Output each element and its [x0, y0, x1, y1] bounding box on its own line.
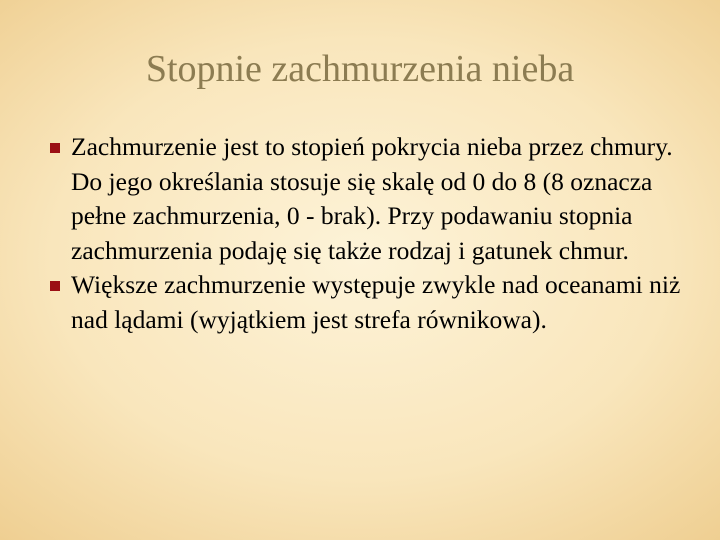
bullet-item: [46, 130, 686, 268]
bullet-lead: Zachmurzenie: [71, 132, 217, 161]
slide-title: Stopnie zachmurzenia nieba: [145, 48, 575, 90]
bullet-text: jest to stopień pokrycia nieba przez chmury. Do jego określania stosuje się skalę od 0 do 8 (8 oznacza pełne zachmurzenia, 0 - brak). Przy podawaniu stopnia zachmurzenia podaję się także rodzaj i gatunek chmur.: [71, 132, 673, 265]
bullet-item: [46, 268, 686, 337]
bullet-text: Większe zachmurzenie występuje zwykle nad oceanami niż nad lądami (wyjątkiem jest strefa równikowa).: [71, 270, 681, 334]
square-bullet-icon: [50, 143, 60, 153]
bullet-list: [46, 130, 686, 337]
square-bullet-icon: [50, 281, 60, 291]
